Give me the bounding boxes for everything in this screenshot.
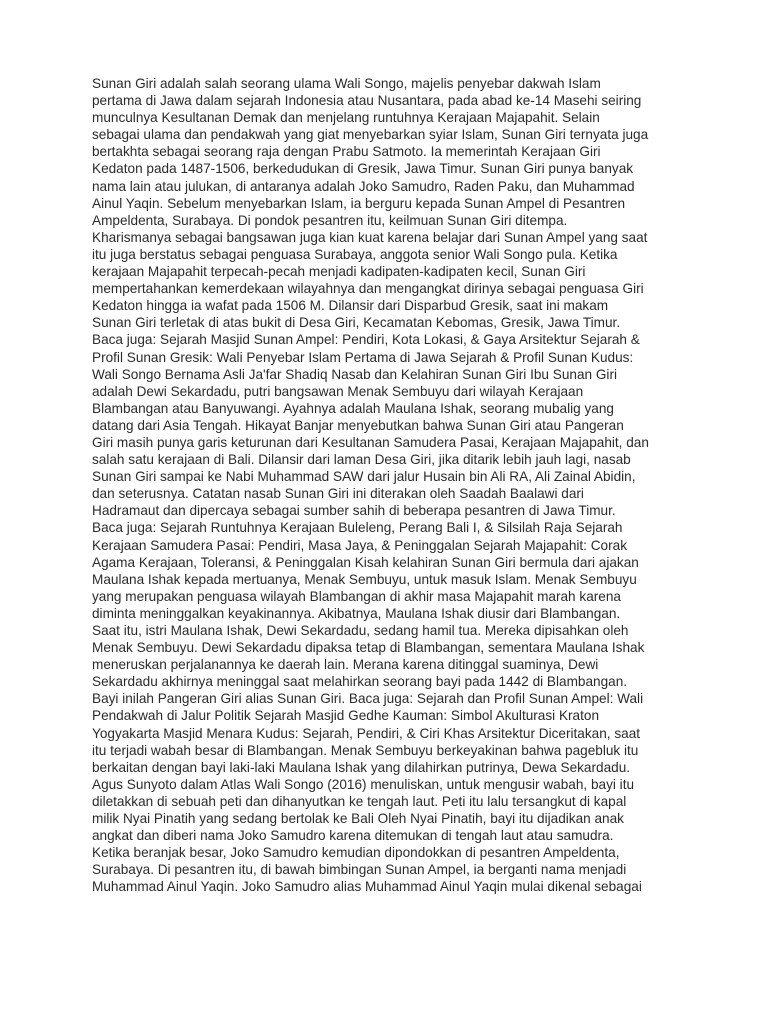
- text-line: pertama di Jawa dalam sejarah Indonesia atau Nusantara, pada abad ke-14 Masehi seiring: [92, 93, 642, 109]
- text-line: sebagai ulama dan pendakwah yang giat menyebarkan syiar Islam, Sunan Giri ternyata juga: [92, 127, 649, 143]
- text-line: angkat dan diberi nama Joko Samudro karena ditemukan di tengah laut atau samudra.: [92, 828, 614, 844]
- text-line: Menak Sembuyu. Dewi Sekardadu dipaksa tetap di Blambangan, sementara Maulana Ishak: [92, 640, 645, 656]
- text-line: meneruskan perjalanannya ke daerah lain. Merana karena ditinggal suaminya, Dewi: [92, 657, 599, 673]
- text-line: Ampeldenta, Surabaya. Di pondok pesantren itu, keilmuan Sunan Giri ditempa.: [92, 212, 568, 228]
- text-line: Maulana Ishak kepada mertuanya, Menak Sembuyu, untuk masuk Islam. Menak Sembuyu: [92, 571, 637, 587]
- text-line: Wali Songo Bernama Asli Ja'far Shadiq Nasab dan Kelahiran Sunan Giri Ibu Sunan Giri: [92, 366, 617, 382]
- text-line: Baca juga: Sejarah Runtuhnya Kerajaan Buleleng, Perang Bali I, & Silsilah Raja Sejarah: [92, 520, 623, 536]
- text-line: Surabaya. Di pesantren itu, di bawah bimbingan Sunan Ampel, ia berganti nama menjadi: [92, 862, 627, 878]
- text-line: Blambangan atau Banyuwangi. Ayahnya adalah Maulana Ishak, seorang mubalig yang: [92, 400, 614, 416]
- text-line: mempertahankan kemerdekaan wilayahnya dan mengangkat dirinya sebagai penguasa Giri: [92, 281, 644, 297]
- text-line: Kedaton hingga ia wafat pada 1506 M. Dilansir dari Disparbud Gresik, saat ini makam: [92, 298, 609, 314]
- text-line: Sunan Giri sampai ke Nabi Muhammad SAW dari jalur Husain bin Ali RA, Ali Zainal Abidin,: [92, 469, 636, 485]
- text-line: bertakhta sebagai seorang raja dengan Prabu Satmoto. Ia memerintah Kerajaan Giri: [92, 144, 601, 160]
- text-line: Ainul Yaqin. Sebelum menyebarkan Islam, ia berguru kepada Sunan Ampel di Pesantren: [92, 195, 626, 211]
- text-line: Ketika beranjak besar, Joko Samudro kemudian dipondokkan di pesantren Ampeldenta,: [92, 845, 620, 861]
- text-line: Sunan Giri adalah salah seorang ulama Wali Songo, majelis penyebar dakwah Islam: [92, 76, 601, 91]
- text-line: Sunan Giri terletak di atas bukit di Desa Giri, Kecamatan Kebomas, Gresik, Jawa Timur.: [92, 315, 621, 331]
- text-line: Sekardadu akhirnya meninggal saat melahirkan seorang bayi pada 1442 di Blambangan.: [92, 674, 628, 690]
- text-line: Bayi inilah Pangeran Giri alias Sunan Giri. Baca juga: Sejarah dan Profil Sunan Ampel: Wali: [92, 691, 644, 707]
- text-line: itu juga berstatus sebagai penguasa Surabaya, anggota senior Wali Songo pula. Ketika: [92, 246, 618, 262]
- body-text: [92, 75, 682, 896]
- text-line: adalah Dewi Sekardadu, putri bangsawan Menak Sembuyu dari wilayah Kerajaan: [92, 383, 584, 399]
- text-line: Agus Sunyoto dalam Atlas Wali Songo (2016) menuliskan, untuk mengusir wabah, bayi itu: [92, 776, 635, 792]
- text-line: diminta meninggalkan keyakinannya. Akibatnya, Maulana Ishak diusir dari Blambangan.: [92, 605, 621, 621]
- text-line: datang dari Asia Tengah. Hikayat Banjar menyebutkan bahwa Sunan Giri atau Pangeran: [92, 417, 624, 433]
- text-line: Baca juga: Sejarah Masjid Sunan Ampel: Pendiri, Kota Lokasi, & Gaya Arsitektur Sejarah &: [92, 332, 640, 348]
- text-line: kerajaan Majapahit terpecah-pecah menjadi kadipaten-kadipaten kecil, Sunan Giri: [92, 264, 586, 280]
- text-line: Profil Sunan Gresik: Wali Penyebar Islam Pertama di Jawa Sejarah & Profil Sunan Kudus:: [92, 349, 634, 365]
- text-line: Hadramaut dan dipercaya sebagai sumber sahih di beberapa pesantren di Jawa Timur.: [92, 503, 616, 519]
- text-line: Giri masih punya garis keturunan dari Kesultanan Samudera Pasai, Kerajaan Majapahit, dan: [92, 434, 649, 450]
- text-line: salah satu kerajaan di Bali. Dilansir dari laman Desa Giri, jika ditarik lebih jauh lagi, nasab: [92, 452, 631, 468]
- text-line: Muhammad Ainul Yaqin. Joko Samudro alias Muhammad Ainul Yaqin mulai dikenal sebagai: [92, 879, 642, 895]
- text-line: itu terjadi wabah besar di Blambangan. Menak Sembuyu berkeyakinan bahwa pagebluk itu: [92, 742, 639, 758]
- text-line: dan seterusnya. Catatan nasab Sunan Giri ini diterakan oleh Saadah Baalawi dari: [92, 486, 584, 502]
- text-line: berkaitan dengan bayi laki-laki Maulana Ishak yang dilahirkan putrinya, Dewa Sekardadu.: [92, 759, 631, 775]
- text-line: Agama Kerajaan, Toleransi, & Peninggalan Kisah kelahiran Sunan Giri bermula dari ajakan: [92, 554, 639, 570]
- text-line: Kedaton pada 1487-1506, berkedudukan di Gresik, Jawa Timur. Sunan Giri punya banyak: [92, 161, 634, 177]
- text-line: milik Nyai Pinatih yang sedang bertolak ke Bali Oleh Nyai Pinatih, bayi itu dijadikan anak: [92, 811, 624, 827]
- text-line: Kharismanya sebagai bangsawan juga kian kuat karena belajar dari Sunan Ampel yang saat: [92, 229, 648, 245]
- text-line: munculnya Kesultanan Demak dan menjelang runtuhnya Kerajaan Majapahit. Selain: [92, 110, 600, 126]
- text-line: diletakkan di sebuah peti dan dihanyutkan ke tengah laut. Peti itu lalu tersangkut di kapal: [92, 793, 627, 809]
- text-line: Yogyakarta Masjid Menara Kudus: Sejarah, Pendiri, & Ciri Khas Arsitektur Diceritakan, saat: [92, 725, 641, 741]
- text-line: nama lain atau julukan, di antaranya adalah Joko Samudro, Raden Paku, dan Muhammad: [92, 178, 635, 194]
- text-line: Pendakwah di Jalur Politik Sejarah Masjid Gedhe Kauman: Simbol Akulturasi Kraton: [92, 708, 600, 724]
- text-line: yang merupakan penguasa wilayah Blambangan di akhir masa Majapahit marah karena: [92, 588, 621, 604]
- text-line: Saat itu, istri Maulana Ishak, Dewi Sekardadu, sedang hamil tua. Mereka dipisahkan oleh: [92, 623, 629, 638]
- text-line: Kerajaan Samudera Pasai: Pendiri, Masa Jaya, & Peninggalan Sejarah Majapahit: Corak: [92, 537, 627, 553]
